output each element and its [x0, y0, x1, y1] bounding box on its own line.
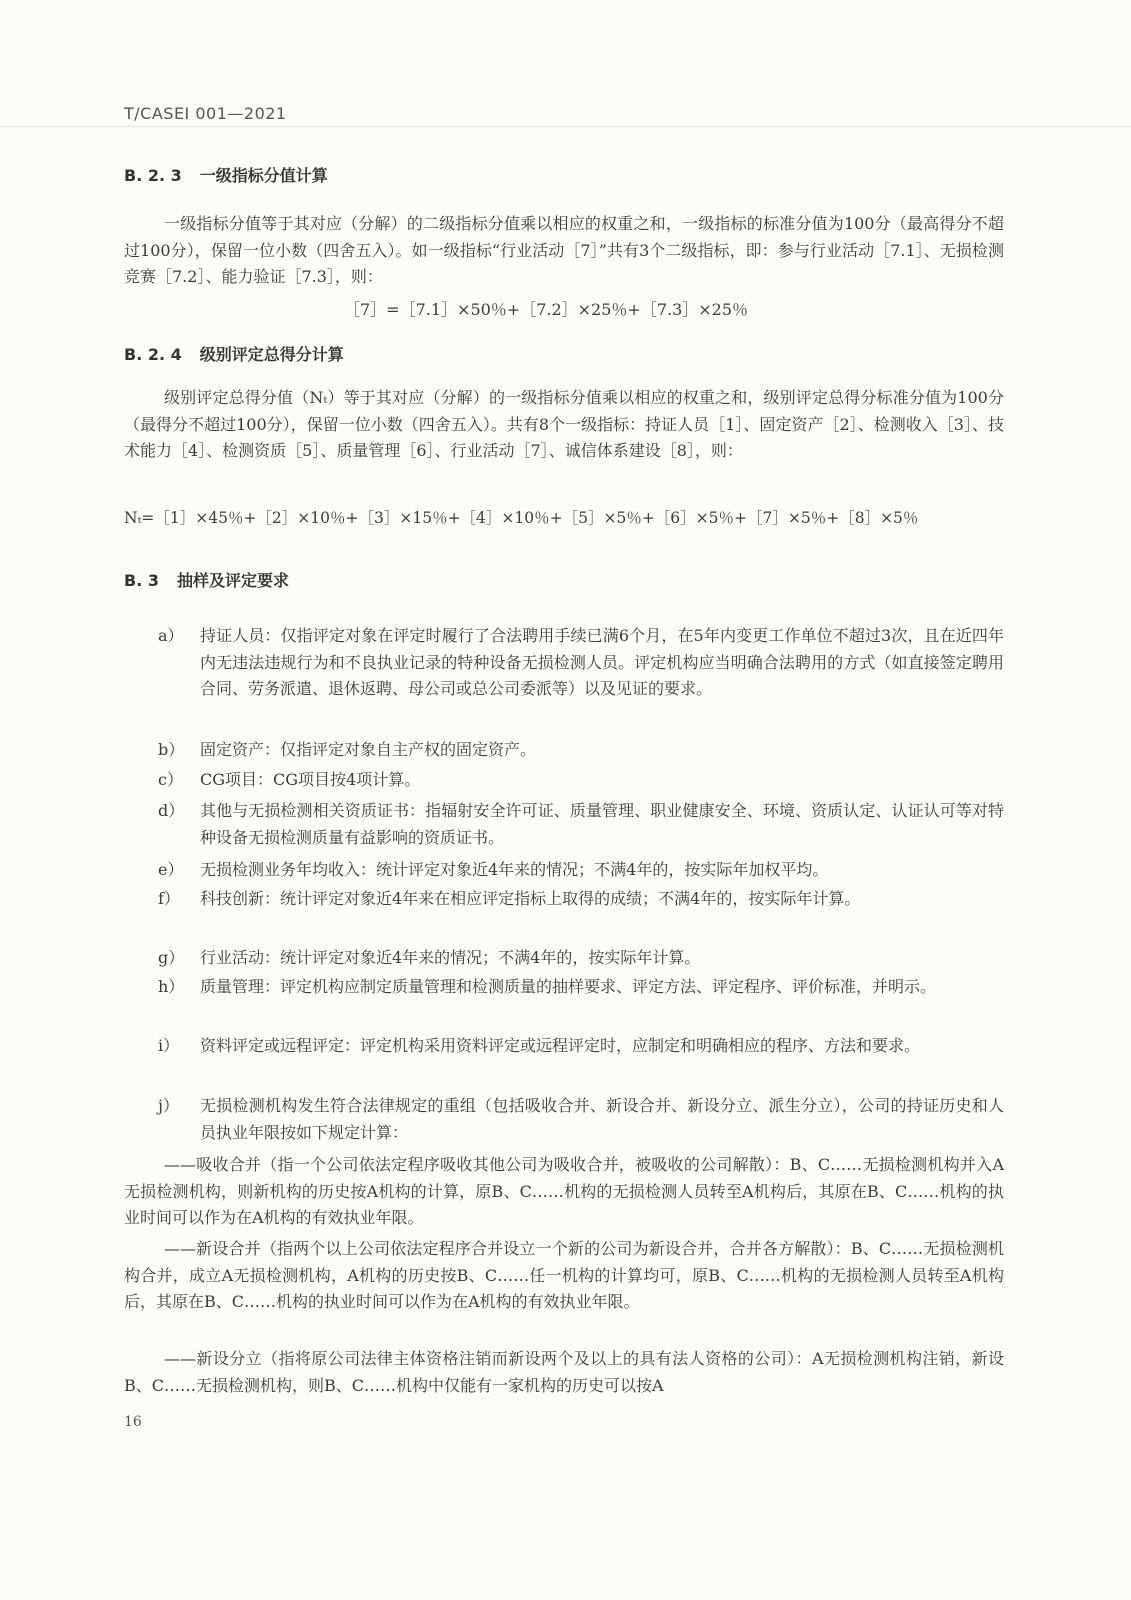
section-title: 级别评定总得分计算 — [199, 345, 344, 364]
list-text: 无损检测业务年均收入：统计评定对象近4年来的情况；不满4年的，按实际年加权平均。 — [200, 860, 829, 879]
list-text: 行业活动：统计评定对象近4年来的情况；不满4年的，按实际年计算。 — [200, 948, 701, 967]
list-item — [158, 1093, 1004, 1146]
formula-b24: Nₜ=［1］×45％+［2］×10％+［3］×15％+［4］×10％+［5］×5％+［6］×5％+［7］×5％+［8］×5％ — [124, 509, 919, 527]
section-number: B. 3 — [124, 571, 159, 590]
list-text: 科技创新：统计评定对象近4年来在相应评定指标上取得的成绩；不满4年的，按实际年计算。 — [200, 889, 861, 908]
list-item — [158, 1033, 1004, 1060]
section-title: 一级指标分值计算 — [199, 166, 328, 185]
paragraph-b23: 一级指标分值等于其对应（分解）的二级指标分值乘以相应的权重之和，一级指标的标准分值为100分（最高得分不超过100分），保留一位小数（四舍五入）。如一级指标“行业活动［7］”共有3个二级指标，即：参与行业活动［7.1］、无损检测竞赛［7.2］、能力验证［7.3］，则： — [124, 214, 1004, 286]
list-marker: b） — [158, 740, 185, 759]
list-item — [158, 767, 1004, 794]
list-item — [158, 798, 1004, 851]
list-marker: g） — [158, 948, 185, 967]
list-text: 无损检测机构发生符合法律规定的重组（包括吸收合并、新设合并、新设分立、派生分立），公司的持证历史和人员执业年限按如下规定计算： — [200, 1096, 1004, 1142]
list-text: CG项目：CG项目按4项计算。 — [200, 770, 421, 789]
list-item — [158, 945, 1004, 972]
dash-paragraph: ——新设合并（指两个以上公司依法定程序合并设立一个新的公司为新设合并，合并各方解散）：B、C……无损检测机构合并，成立A无损检测机构，A机构的历史按B、C……任一机构的计算均可，原B、C……机构的无损检测人员转至A机构后，其原在B、C……机构的执业时间可以作为在A机构的有效执业年限。 — [124, 1239, 1004, 1311]
list-text: 固定资产：仅指评定对象自主产权的固定资产。 — [200, 740, 537, 759]
list-marker: e） — [158, 860, 184, 879]
section-heading-b24 — [124, 342, 344, 365]
list-item — [158, 886, 1004, 913]
section-number: B. 2. 3 — [124, 166, 182, 185]
list-item — [158, 737, 1004, 764]
section-heading-b3 — [124, 568, 289, 591]
dash-paragraph: ——新设分立（指将原公司法律主体资格注销而新设两个及以上的具有法人资格的公司）：A无损检测机构注销，新设B、C……无损检测机构，则B、C……机构中仅能有一家机构的历史可以按A — [124, 1349, 1004, 1395]
list-marker: i） — [158, 1036, 180, 1055]
section-title: 抽样及评定要求 — [176, 571, 289, 590]
list-marker: c） — [158, 770, 183, 789]
section-number: B. 2. 4 — [124, 345, 182, 364]
document-id: T/CASEI 001—2021 — [124, 104, 287, 123]
list-marker: f） — [158, 889, 180, 908]
list-item — [158, 623, 1004, 703]
list-text: 资料评定或远程评定：评定机构采用资料评定或远程评定时，应制定和明确相应的程序、方法和要求。 — [200, 1036, 921, 1055]
list-marker: a） — [158, 626, 184, 645]
header-rule — [0, 126, 1131, 127]
formula-b23: ［7］=［7.1］×50％+［7.2］×25％+［7.3］×25％ — [344, 300, 749, 319]
paragraph-b24: 级别评定总得分值（Nₜ）等于其对应（分解）的一级指标分值乘以相应的权重之和，级别评定总得分标准分值为100分（最得分不超过100分），保留一位小数（四舍五入）。共有8个一级指标：持证人员［1］、固定资产［2］、检测收入［3］、技术能力［4］、检测资质［5］、质量管理［6］、行业活动［7］、诚信体系建设［8］，则： — [124, 388, 1004, 460]
page-number: 16 — [124, 1414, 142, 1430]
dash-paragraph: ——吸收合并（指一个公司依法定程序吸收其他公司为吸收合并，被吸收的公司解散）：B、C……无损检测机构并入A无损检测机构，则新机构的历史按A机构的计算，原B、C……机构的无损检测人员转至A机构后，其原在B、C……机构的执业时间可以作为在A机构的有效执业年限。 — [124, 1155, 1004, 1227]
list-text: 其他与无损检测相关资质证书：指辐射安全许可证、质量管理、职业健康安全、环境、资质认定、认证认可等对特种设备无损检测质量有益影响的资质证书。 — [200, 801, 1004, 847]
list-item — [158, 857, 1004, 884]
list-item — [158, 974, 1004, 1001]
list-text: 持证人员：仅指评定对象在评定时履行了合法聘用手续已满6个月，在5年内变更工作单位不超过3次，且在近四年内无违法违规行为和不良执业记录的特种设备无损检测人员。评定机构应当明确合法聘用的方式（如直接签定聘用合同、劳务派遣、退休返聘、母公司或总公司委派等）以及见证的要求。 — [200, 626, 1004, 698]
list-text: 质量管理：评定机构应制定质量管理和检测质量的抽样要求、评定方法、评定程序、评价标准，并明示。 — [200, 977, 937, 996]
list-marker: j） — [158, 1096, 179, 1115]
section-heading-b23 — [124, 163, 328, 186]
list-marker: d） — [158, 801, 185, 820]
list-marker: h） — [158, 977, 185, 996]
